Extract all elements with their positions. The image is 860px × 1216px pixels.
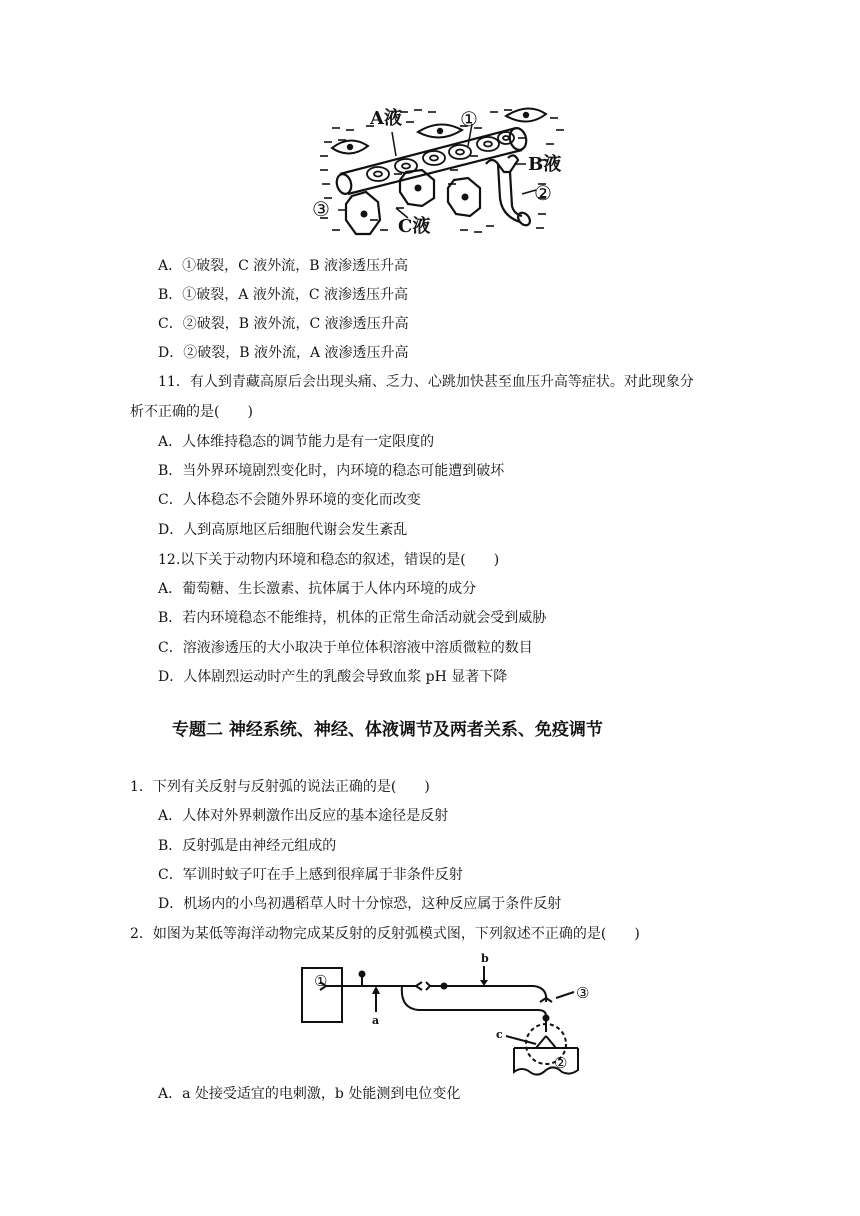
section-title: 专题二 神经系统、神经、体液调节及两者关系、免疫调节 <box>172 720 603 740</box>
label-c-fluid: C液 <box>398 216 431 237</box>
s2q1-option-b: B．反射弧是由神经元组成的 <box>158 838 337 854</box>
s2q1-stem: 1．下列有关反射与反射弧的说法正确的是( ) <box>130 779 430 795</box>
fig2-label-3: ③ <box>576 984 590 1002</box>
s2q1-option-c: C．军训时蚊子叮在手上感到很痒属于非条件反射 <box>158 867 463 883</box>
label-b-fluid: B液 <box>528 154 562 175</box>
reflex-arc-lines <box>302 966 578 1075</box>
label-a-fluid: A液 <box>370 108 402 129</box>
q12-option-a: A．葡萄糖、生长激素、抗体属于人体内环境的成分 <box>158 581 477 597</box>
fig2-label-c: c <box>496 1028 503 1041</box>
q11-option-a: A．人体维持稳态的调节能力是有一定限度的 <box>158 434 435 450</box>
q10-option-d: D．②破裂，B 液外流，A 液渗透压升高 <box>158 345 409 361</box>
s2q1-option-a: A．人体对外界刺激作出反应的基本途径是反射 <box>158 808 449 824</box>
s2q2-stem: 2．如图为某低等海洋动物完成某反射的反射弧模式图，下列叙述不正确的是( ) <box>130 926 640 942</box>
q11-option-d: D．人到高原地区后细胞代谢会发生紊乱 <box>158 522 408 538</box>
q10-option-a: A．①破裂，C 液外流，B 液渗透压升高 <box>158 258 409 274</box>
s2q2-option-a: A．a 处接受适宜的电刺激，b 处能测到电位变化 <box>158 1086 461 1102</box>
lymph-vessel <box>486 155 532 227</box>
q11-stem-line2: 析不正确的是( ) <box>130 404 253 420</box>
fig2-label-a: a <box>372 1014 380 1027</box>
q12-option-c: C．溶液渗透压的大小取决于单位体积溶液中溶质微粒的数目 <box>158 640 533 656</box>
q12-option-b: B．若内环境稳态不能维持，机体的正常生命活动就会受到威胁 <box>158 610 547 626</box>
label-2: ② <box>534 181 552 205</box>
s2q1-option-d: D．机场内的小鸟初遇稻草人时十分惊恐，这种反应属于条件反射 <box>158 896 562 912</box>
reflex-arc-diagram <box>298 952 608 1078</box>
q12-stem: 12.以下关于动物内环境和稳态的叙述，错误的是( ) <box>158 552 500 568</box>
q10-option-b: B．①破裂，A 液外流，C 液渗透压升高 <box>158 287 409 303</box>
q11-option-b: B．当外界环境剧烈变化时，内环境的稳态可能遭到破坏 <box>158 463 505 479</box>
q12-option-d: D．人体剧烈运动时产生的乳酸会导致血浆 pH 显著下降 <box>158 669 508 685</box>
fig2-label-b: b <box>481 952 489 965</box>
q11-stem-line1: 11．有人到青藏高原后会出现头痛、乏力、心跳加快甚至血压升高等症状。对此现象分 <box>158 374 694 390</box>
tissue-fluid-diagram <box>310 98 590 240</box>
label-1: ① <box>460 107 478 131</box>
q11-option-c: C．人体稳态不会随外界环境的变化而改变 <box>158 492 421 508</box>
q10-option-c: C．②破裂，B 液外流，C 液渗透压升高 <box>158 316 409 332</box>
reflex-arc-marks <box>359 971 550 1022</box>
label-3: ③ <box>312 197 330 221</box>
fig2-label-1: ① <box>314 972 328 990</box>
fig2-label-2: ② <box>554 1054 568 1072</box>
